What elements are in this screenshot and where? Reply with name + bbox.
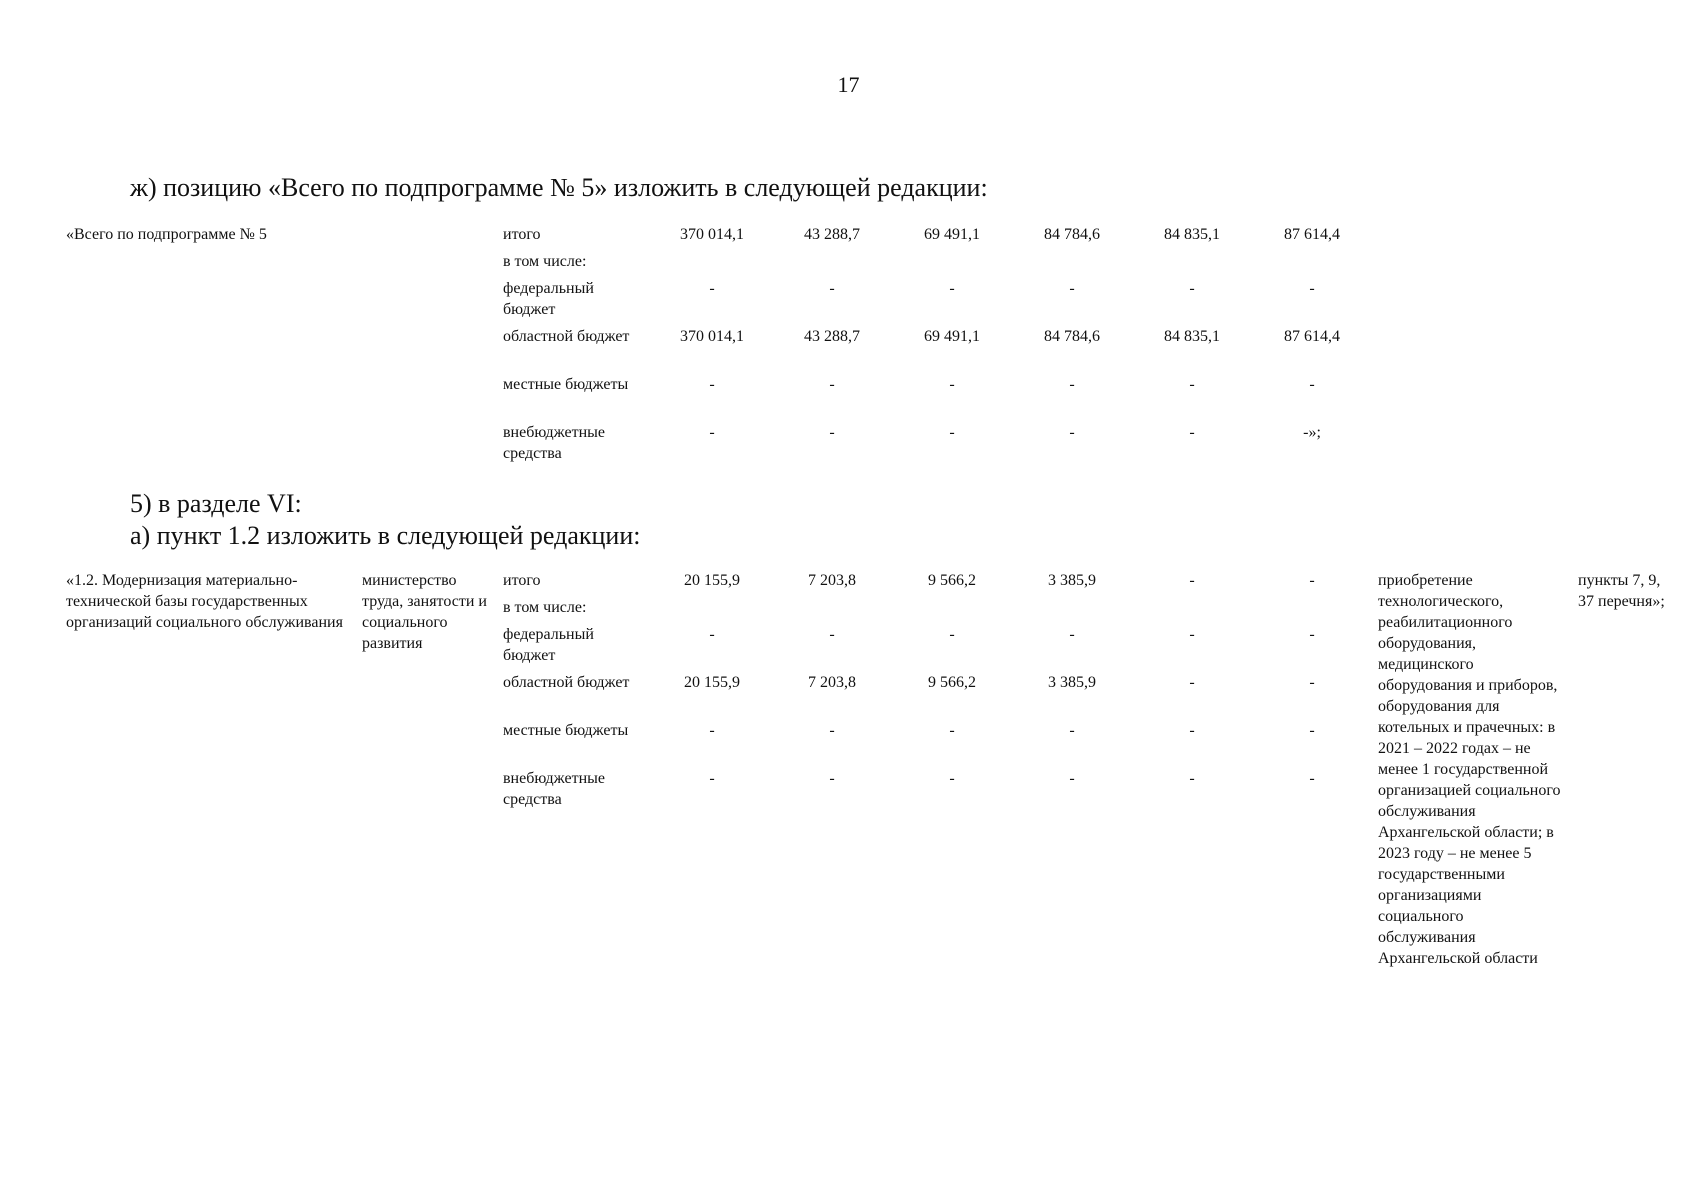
table2-cell: - <box>829 770 835 787</box>
table1-cell: - <box>829 424 835 441</box>
table1-cell: - <box>1069 376 1075 393</box>
table1-row-label: областной бюджет <box>503 328 630 345</box>
table1-cell: 43 288,7 <box>804 328 860 345</box>
table2-cell: - <box>1189 626 1195 643</box>
table2-executor: министерство труда, занятости и социального развития <box>362 572 487 652</box>
table1-cell: - <box>709 280 715 297</box>
table2-cell: - <box>1189 674 1195 691</box>
table2-cell: - <box>1309 770 1315 787</box>
table2-cell: - <box>1309 626 1315 643</box>
table2-row-label: в том числе: <box>503 599 587 616</box>
table1-cell: - <box>1309 280 1315 297</box>
table1-cell: - <box>1069 280 1075 297</box>
table1-cell: 87 614,4 <box>1284 226 1340 243</box>
table1-cell: -»; <box>1303 424 1321 441</box>
table1-cell: - <box>1069 424 1075 441</box>
table2-cell: - <box>1309 674 1315 691</box>
table2-row-label: итого <box>503 572 541 589</box>
table1-cell: 84 784,6 <box>1044 328 1100 345</box>
table1-row-label: итого <box>503 226 541 243</box>
table2-cell: - <box>949 626 955 643</box>
table1-row-label: внебюджетные средства <box>503 424 605 462</box>
table2-cell: - <box>1189 572 1195 589</box>
table2-cell: - <box>1309 722 1315 739</box>
table2-cell: - <box>1189 770 1195 787</box>
table1-cell: - <box>1189 280 1195 297</box>
table1-cell: - <box>1189 376 1195 393</box>
table1-cell: - <box>709 376 715 393</box>
table2-cell: 20 155,9 <box>684 674 740 691</box>
table1-cell: - <box>949 424 955 441</box>
table2-cell: - <box>829 722 835 739</box>
table2-row-label: федеральный бюджет <box>503 626 594 664</box>
table2-cell: 9 566,2 <box>928 674 976 691</box>
table1-title: «Всего по подпрограмме № 5 <box>66 226 267 243</box>
table2-row-label: внебюджетные средства <box>503 770 605 808</box>
table2-reference: пункты 7, 9, 37 перечня»; <box>1578 572 1665 610</box>
table2-cell: - <box>949 770 955 787</box>
table1-cell: 370 014,1 <box>680 328 744 345</box>
table1-cell: - <box>829 280 835 297</box>
table1-cell: - <box>1309 376 1315 393</box>
table2-cell: - <box>1069 770 1075 787</box>
table1-cell: 84 835,1 <box>1164 226 1220 243</box>
table2-cell: 3 385,9 <box>1048 572 1096 589</box>
table2-cell: - <box>1309 572 1315 589</box>
table1-cell: - <box>709 424 715 441</box>
table2-cell: 9 566,2 <box>928 572 976 589</box>
table1-cell: 370 014,1 <box>680 226 744 243</box>
table1-cell: - <box>829 376 835 393</box>
table2-row-label: местные бюджеты <box>503 722 629 739</box>
table1-row-label: в том числе: <box>503 253 587 270</box>
table2-cell: 7 203,8 <box>808 674 856 691</box>
page-number: 17 <box>837 72 860 97</box>
table2-cell: - <box>1069 626 1075 643</box>
table2-cell: - <box>709 770 715 787</box>
table1-row-label: федеральный бюджет <box>503 280 594 318</box>
table1-cell: - <box>949 280 955 297</box>
table1-cell: 69 491,1 <box>924 226 980 243</box>
table2-cell: - <box>709 626 715 643</box>
table1-cell: 87 614,4 <box>1284 328 1340 345</box>
table2-cell: - <box>1189 722 1195 739</box>
table1-cell: - <box>949 376 955 393</box>
table2-cell: - <box>1069 722 1075 739</box>
table2-cell: 20 155,9 <box>684 572 740 589</box>
table2-cell: - <box>949 722 955 739</box>
table2-cell: - <box>829 626 835 643</box>
table1-cell: 84 784,6 <box>1044 226 1100 243</box>
table2-result: приобретение технологического, реабилитационного оборудования, медицинского оборудования и приборов, оборудования для котельных и прачечных: в 2021 – 2022 годах – не менее 1 государственной организацией социального обслуживания Архангельской области; в 2023 году – не менее 5 государственными организациями социального обслуживания Архангельской области <box>1378 572 1561 967</box>
table1-cell: - <box>1189 424 1195 441</box>
table1-cell: 69 491,1 <box>924 328 980 345</box>
table1-row-label: местные бюджеты <box>503 376 629 393</box>
heading-point-a: а) пункт 1.2 изложить в следующей редакции: <box>130 521 641 550</box>
heading-section-5: 5) в разделе VI: <box>130 489 302 518</box>
table2-title: «1.2. Модернизация материально-технической базы государственных организаций социального обслуживания <box>66 572 343 631</box>
table2-cell: 3 385,9 <box>1048 674 1096 691</box>
table2-cell: - <box>709 722 715 739</box>
heading-zh: ж) позицию «Всего по подпрограмме № 5» изложить в следующей редакции: <box>130 173 988 202</box>
table1-cell: 43 288,7 <box>804 226 860 243</box>
table2-row-label: областной бюджет <box>503 674 630 691</box>
table2-cell: 7 203,8 <box>808 572 856 589</box>
table1-cell: 84 835,1 <box>1164 328 1220 345</box>
